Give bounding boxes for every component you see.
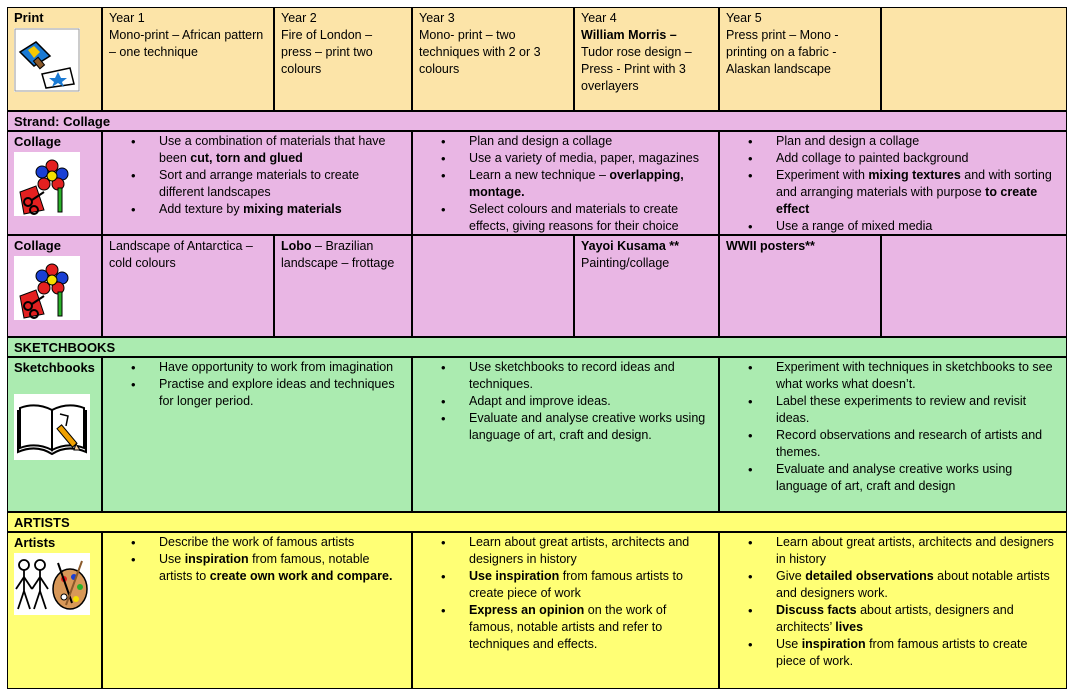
artists-col3-list — [720, 534, 1058, 670]
collage-col3-list — [720, 133, 1058, 235]
bullet-text: Plan and design a collage — [469, 134, 613, 148]
curriculum-table — [7, 7, 1067, 689]
bullet-item — [159, 133, 403, 167]
bullet-text: Learn about great artists, architects and designers in history — [469, 535, 690, 566]
bullet-text: Describe the work of famous artists — [159, 535, 355, 549]
collage-col1-list — [103, 133, 403, 218]
print-year1-cell — [102, 7, 274, 111]
collage-row2-year4-text: Painting/collage — [581, 256, 670, 270]
sketchbook-pencil-icon — [14, 394, 90, 460]
sketchbooks-col3-cell — [719, 357, 1067, 512]
print-stamp-icon — [14, 28, 80, 92]
bullet-bold-text: to create effect — [776, 185, 1038, 216]
artists-label-cell — [7, 532, 102, 689]
print-year1-text: Mono-print – African pattern – one technique — [109, 28, 264, 59]
bullet-item — [776, 427, 1058, 461]
collage-row2-year2-cell — [274, 235, 412, 337]
bullet-text: about notable artists and designers work. — [776, 569, 1050, 600]
collage-strand-header — [7, 111, 1067, 131]
bullet-text: Use a variety of media, paper, magazines — [469, 151, 699, 165]
artists-col1-list — [103, 534, 403, 585]
bullet-item — [469, 568, 710, 602]
bullet-text: Use a combination of materials that have been — [159, 134, 386, 165]
print-year4-cell — [574, 7, 719, 111]
print-year2-cell — [274, 7, 412, 111]
sketchbooks-col1-list — [103, 359, 403, 410]
collage-flower-scissors-icon — [14, 256, 80, 320]
bullet-text: Use — [159, 552, 185, 566]
bullet-item — [776, 150, 1058, 167]
bullet-text: about artists, designers and architects’ — [776, 603, 1014, 634]
bullet-bold-text: overlapping, montage. — [469, 168, 684, 199]
bullet-text: Learn a new technique – — [469, 168, 610, 182]
bullet-item — [776, 133, 1058, 150]
artists-col1-cell — [102, 532, 412, 689]
print-year3-text: Mono- print – two techniques with 2 or 3 colours — [419, 28, 541, 76]
bullet-bold-text: Use inspiration — [469, 569, 560, 583]
bullet-bold-text: mixing materials — [243, 202, 342, 216]
sketchbooks-label: Sketchbooks — [14, 360, 95, 375]
bullet-text: from famous artists to create piece of work. — [776, 637, 1028, 668]
bullet-item — [159, 376, 403, 410]
bullet-item — [776, 461, 1058, 495]
bullet-bold-text: cut, torn and glued — [190, 151, 303, 165]
print-year5-heading: Year 5 — [726, 11, 762, 25]
bullet-item — [469, 602, 710, 653]
bullet-item — [776, 393, 1058, 427]
artists-header-label: ARTISTS — [14, 515, 70, 530]
collage-label-cell — [7, 131, 102, 235]
collage-col2-list — [413, 133, 710, 235]
bullet-bold-text: detailed observations — [805, 569, 934, 583]
print-label: Print — [14, 10, 44, 25]
sketchbooks-header — [7, 337, 1067, 357]
bullet-text: Have opportunity to work from imagination — [159, 360, 394, 374]
artists-col2-list — [413, 534, 710, 653]
bullet-item — [776, 602, 1058, 636]
bullet-bold-text: inspiration — [184, 552, 249, 566]
bullet-text: Record observations and research of artists and themes. — [776, 428, 1043, 459]
bullet-item — [159, 551, 403, 585]
bullet-item — [159, 534, 403, 551]
collage-row2-year2-text: – Brazilian landscape – frottage — [281, 239, 395, 270]
print-year4-bold: William Morris – — [581, 28, 677, 42]
bullet-text: from famous, notable artists to — [159, 552, 370, 583]
bullet-item — [776, 534, 1058, 568]
bullet-item — [469, 150, 710, 167]
bullet-text: and with sorting and arranging materials with purpose — [776, 168, 1052, 199]
bullet-item — [776, 359, 1058, 393]
bullet-bold-text: inspiration — [801, 637, 866, 651]
bullet-bold-text: lives — [835, 620, 864, 634]
collage-row2-empty-cell — [881, 235, 1067, 337]
bullet-item — [776, 218, 1058, 235]
sketchbooks-col2-list — [413, 359, 710, 444]
bullet-item — [469, 393, 710, 410]
collage-row2-year3-cell — [412, 235, 574, 337]
collage-row2-label: Collage — [14, 238, 61, 253]
bullet-text: Select colours and materials to create effects, giving reasons for their choice — [469, 202, 679, 233]
collage-col1-cell — [102, 131, 412, 235]
collage-row2-year2-bold: Lobo — [281, 239, 312, 253]
collage-label: Collage — [14, 134, 61, 149]
bullet-text: Add collage to painted background — [776, 151, 969, 165]
bullet-item — [159, 201, 403, 218]
artists-col3-cell — [719, 532, 1067, 689]
bullet-text: from famous artists to create piece of work — [469, 569, 683, 600]
collage-row2-year5-cell — [719, 235, 881, 337]
bullet-text: Evaluate and analyse creative works using language of art, craft and design — [776, 462, 1013, 493]
bullet-text: Adapt and improve ideas. — [469, 394, 611, 408]
bullet-text: Experiment with — [776, 168, 869, 182]
print-year2-text: Fire of London – press – print two colours — [281, 28, 373, 76]
print-empty-cell — [881, 7, 1067, 111]
artists-people-palette-icon — [14, 553, 90, 615]
bullet-item — [776, 568, 1058, 602]
bullet-item — [469, 359, 710, 393]
artists-header — [7, 512, 1067, 532]
bullet-text: Add texture by — [159, 202, 244, 216]
collage-row2-year5-bold: WWII posters** — [726, 239, 815, 253]
bullet-text: Label these experiments to review and revisit ideas. — [776, 394, 1027, 425]
collage-flower-scissors-icon — [14, 152, 80, 216]
print-label-cell — [7, 7, 102, 111]
artists-label: Artists — [14, 535, 56, 550]
bullet-item — [159, 167, 403, 201]
print-year5-text: Press print – Mono -printing on a fabric - Alaskan landscape — [726, 28, 839, 76]
collage-row2-label-cell — [7, 235, 102, 337]
bullet-bold-text: Discuss facts — [776, 603, 857, 617]
bullet-text: Use sketchbooks to record ideas and techniques. — [469, 360, 675, 391]
print-year2-heading: Year 2 — [281, 11, 317, 25]
print-year1-heading: Year 1 — [109, 11, 145, 25]
collage-col2-cell — [412, 131, 719, 235]
collage-row2-year1-cell — [102, 235, 274, 337]
artists-col2-cell — [412, 532, 719, 689]
print-year3-heading: Year 3 — [419, 11, 455, 25]
bullet-bold-text: mixing textures — [868, 168, 961, 182]
bullet-text: Evaluate and analyse creative works using language of art, craft and design. — [469, 411, 706, 442]
collage-col3-cell — [719, 131, 1067, 235]
print-year4-heading: Year 4 — [581, 11, 617, 25]
collage-row2-year1-text: Landscape of Antarctica – cold colours — [109, 239, 253, 270]
bullet-item — [776, 636, 1058, 670]
bullet-bold-text: Express an opinion — [469, 603, 585, 617]
bullet-item — [776, 167, 1058, 218]
print-year5-cell — [719, 7, 881, 111]
sketchbooks-label-cell — [7, 357, 102, 512]
bullet-text: Sort and arrange materials to create different landscapes — [159, 168, 360, 199]
bullet-item — [469, 133, 710, 150]
bullet-item — [469, 167, 710, 201]
sketchbooks-col2-cell — [412, 357, 719, 512]
bullet-text: Use — [776, 637, 802, 651]
bullet-text: Use a range of mixed media — [776, 219, 933, 233]
print-year4-text: Tudor rose design – Press - Print with 3 overlayers — [581, 45, 692, 93]
bullet-bold-text: create own work and compare. — [209, 569, 393, 583]
sketchbooks-header-label: SKETCHBOOKS — [14, 340, 116, 355]
collage-row2-year4-cell — [574, 235, 719, 337]
bullet-item — [469, 410, 710, 444]
bullet-item — [159, 359, 403, 376]
bullet-text: Experiment with techniques in sketchbooks to see what works what doesn’t. — [776, 360, 1053, 391]
bullet-text: Plan and design a collage — [776, 134, 920, 148]
bullet-text: Learn about great artists, architects and designers in history — [776, 535, 1054, 566]
sketchbooks-col3-list — [720, 359, 1058, 495]
collage-row2-year4-bold: Yayoi Kusama ** — [581, 239, 679, 253]
bullet-item — [469, 534, 710, 568]
bullet-item — [469, 201, 710, 235]
bullet-text: Practise and explore ideas and techniques for longer period. — [159, 377, 395, 408]
collage-strand-label: Strand: Collage — [14, 114, 111, 129]
print-year3-cell — [412, 7, 574, 111]
bullet-text: Give — [776, 569, 806, 583]
bullet-text: on the work of famous, notable artists and refer to techniques and effects. — [469, 603, 667, 651]
sketchbooks-col1-cell — [102, 357, 412, 512]
